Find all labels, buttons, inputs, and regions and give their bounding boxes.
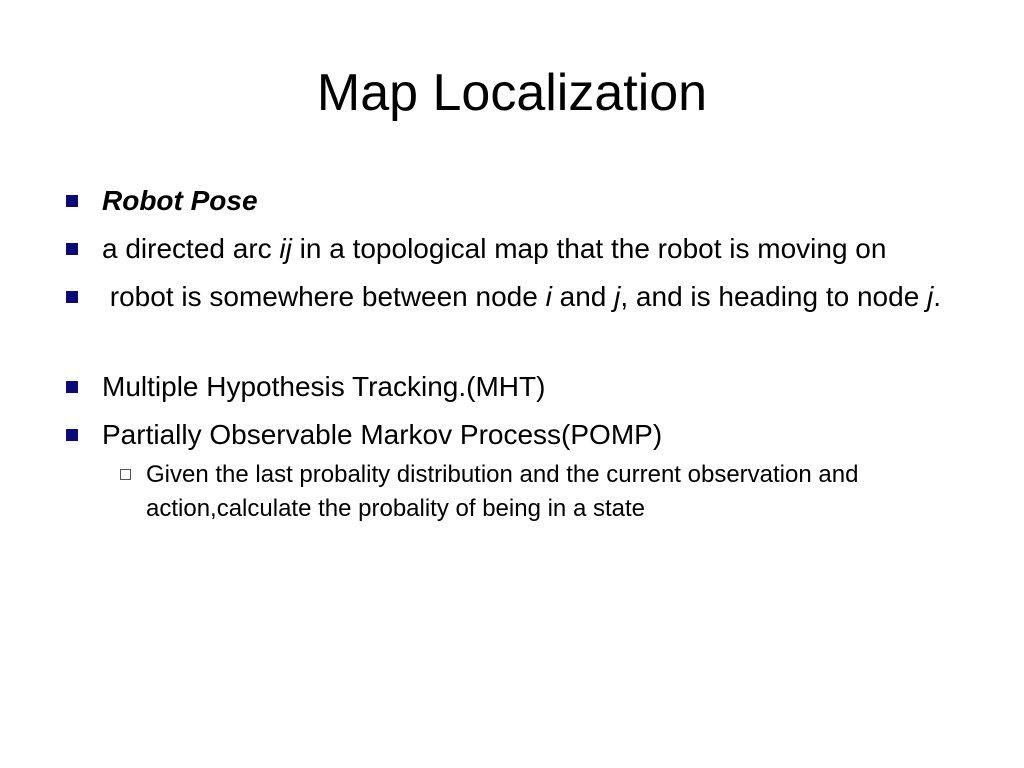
bullet-text: Partially Observable Markov Process(POMP) — [102, 419, 663, 450]
bullet-text: robot is somewhere between node — [102, 281, 546, 312]
slide-title: Map Localization — [316, 64, 708, 122]
bullet-item — [62, 228, 942, 270]
sub-bullet-list — [102, 458, 942, 526]
sub-bullet-item — [102, 458, 942, 526]
bullet-item — [62, 366, 942, 408]
bullet-text-italic: j — [927, 281, 934, 312]
bullet-item — [62, 414, 942, 526]
bullet-list — [62, 180, 942, 526]
bullet-text-italic: ij — [279, 233, 292, 264]
square-bullet-icon — [66, 243, 78, 255]
square-bullet-icon — [66, 195, 78, 207]
bullet-text: , and is heading to node — [620, 281, 928, 312]
bullet-text: and — [551, 281, 615, 312]
hollow-square-bullet-icon — [120, 469, 131, 480]
sub-bullet-text: Given the last probality distribution and the current observation and action,calculate the probality of being in a state — [146, 461, 859, 522]
square-bullet-icon — [66, 291, 78, 303]
bullet-text: a directed arc — [102, 233, 280, 264]
square-bullet-icon — [66, 429, 78, 441]
bullet-text-italic: i — [545, 281, 552, 312]
bullet-text-italic: j — [614, 281, 621, 312]
bullet-text: Robot Pose — [102, 185, 258, 216]
bullet-text: . — [933, 281, 942, 312]
bullet-text: Multiple Hypothesis Tracking.(MHT) — [102, 371, 546, 402]
bullet-item — [62, 180, 942, 222]
square-bullet-icon — [66, 381, 78, 393]
bullet-text: in a topological map that the robot is moving on — [291, 233, 887, 264]
bullet-item — [62, 276, 942, 318]
